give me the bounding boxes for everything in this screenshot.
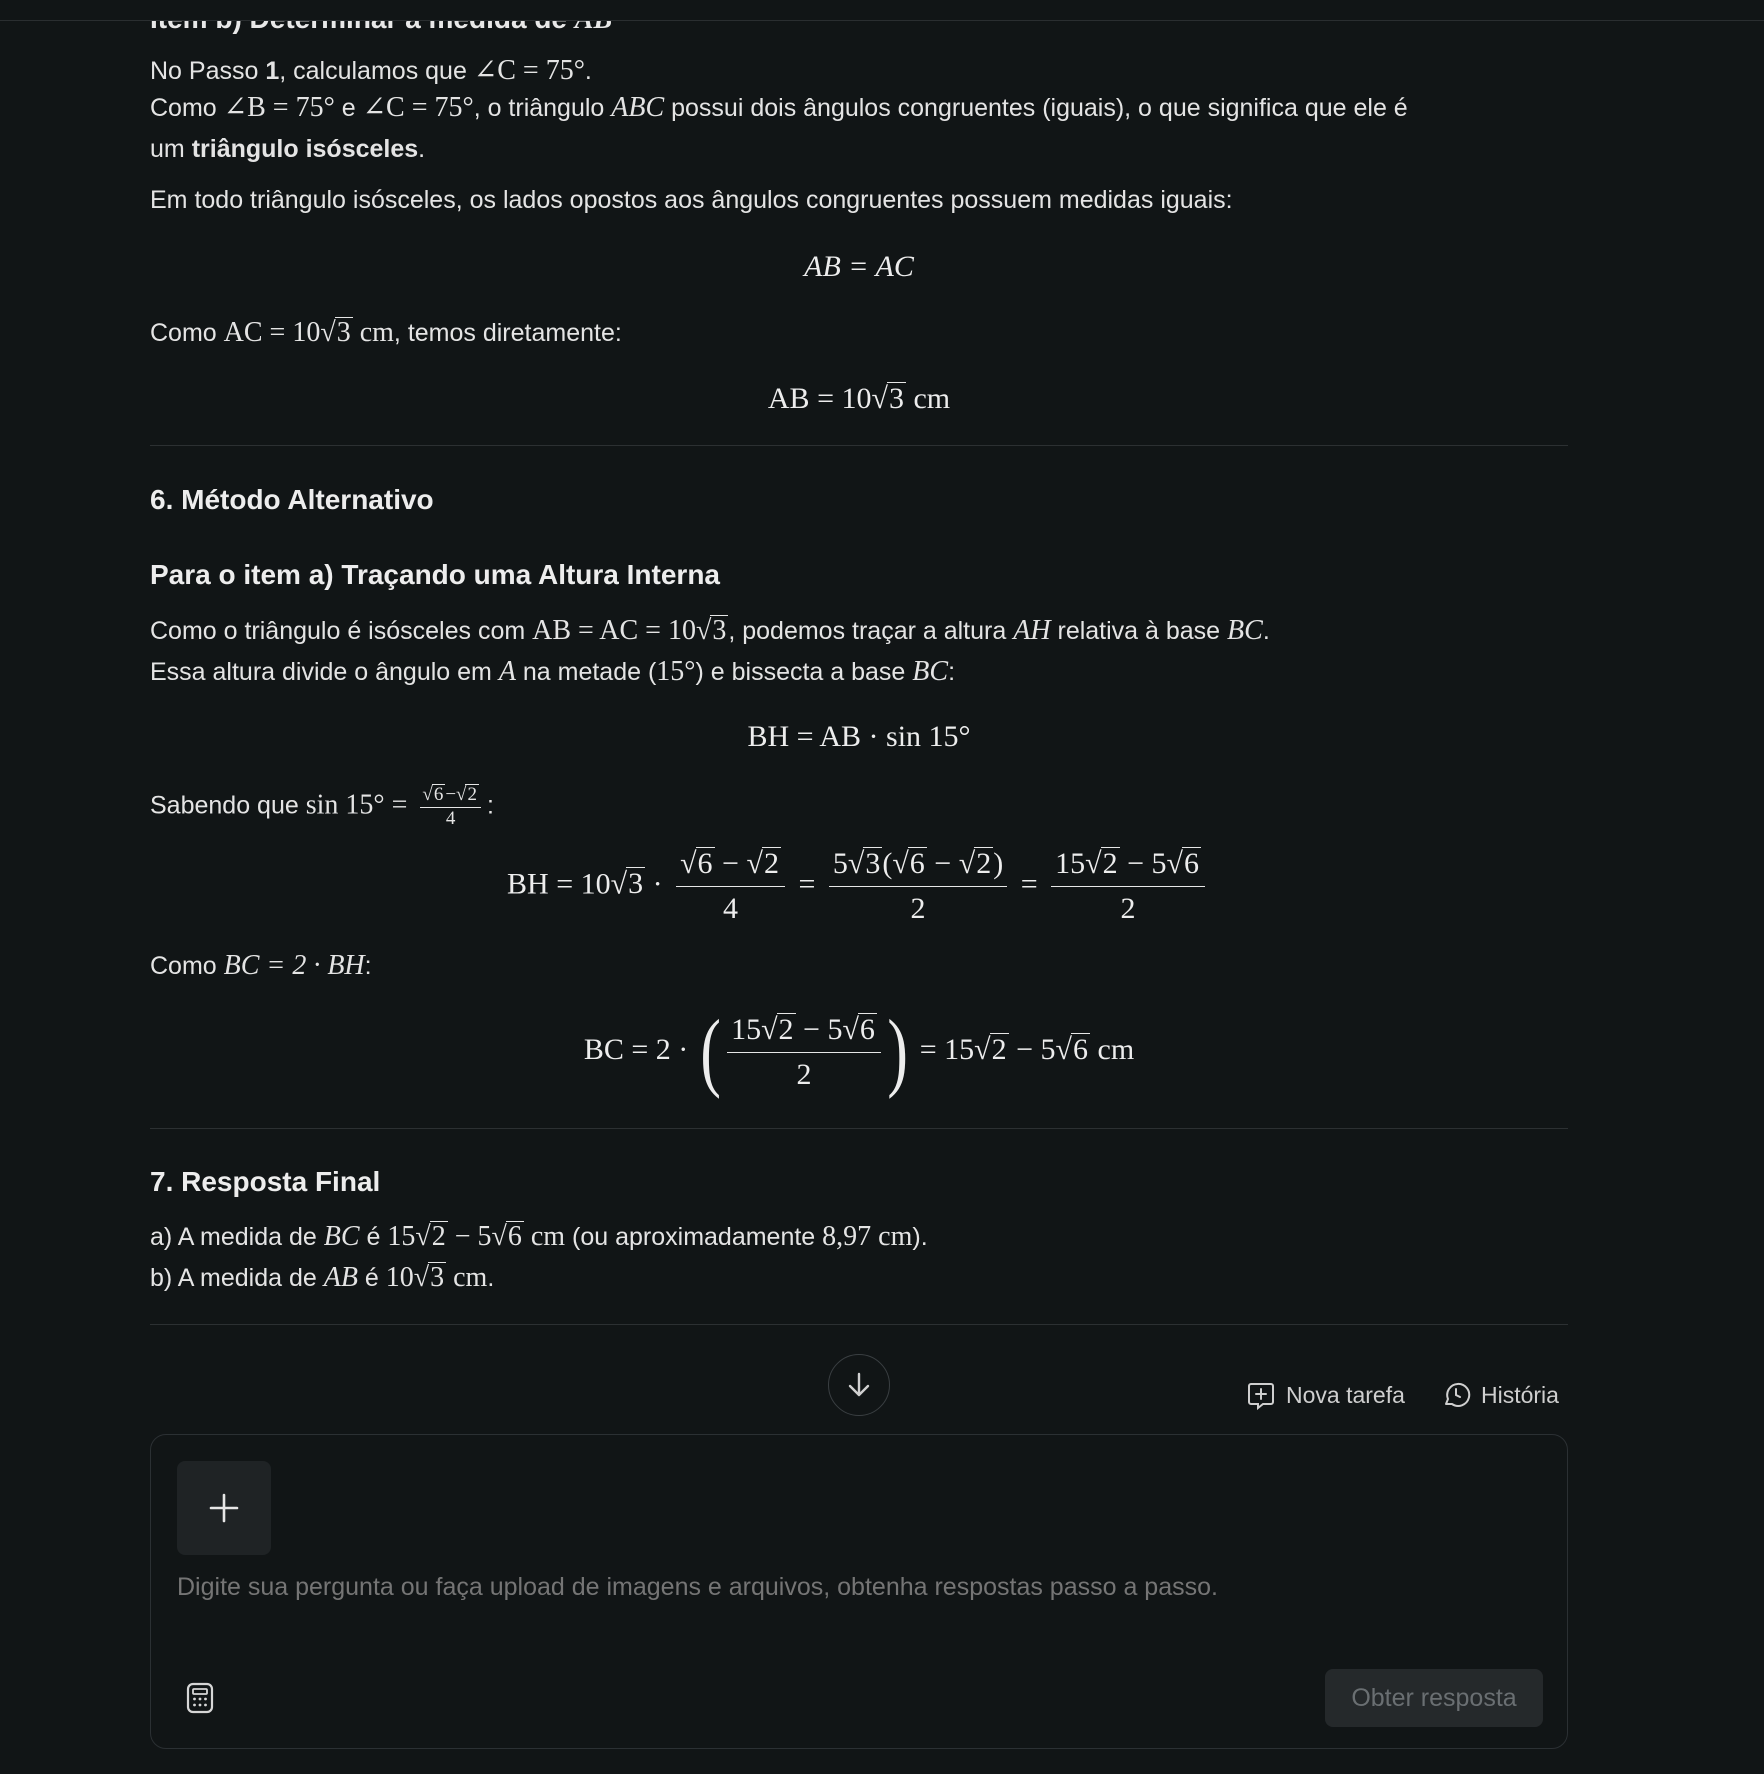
equation-bh: BH = AB · sin 15° <box>747 720 971 753</box>
answer-a: a) A medida de BC é 15√2 − 5√6 cm (ou aproximadamente 8,97 cm). <box>150 1221 928 1252</box>
history-button[interactable] <box>1441 1380 1559 1410</box>
plus-square-icon <box>1246 1380 1276 1410</box>
top-bar <box>0 0 1764 21</box>
divider <box>150 1324 1568 1325</box>
heading-resposta-final: 7. Resposta Final <box>150 1166 381 1197</box>
question-input[interactable] <box>177 1573 1537 1602</box>
divider <box>150 1128 1568 1129</box>
new-task-label: Nova tarefa <box>1286 1381 1405 1408</box>
plus-icon <box>208 1492 240 1524</box>
paragraph-ac-value: Como AC = 10√3 cm, temos diretamente: <box>150 317 622 348</box>
paragraph-isosceles: Como ∠B = 75° e ∠C = 75°, o triângulo ABC possui dois ângulos congruentes (iguais), o que significa que ele é um triângulo isósceles. <box>150 92 1408 163</box>
scroll-down-button[interactable] <box>828 1354 890 1416</box>
equation-bc-computed: BC = 2 · ( $\frac{15√2 - 5√6}{2}$ ) = 15√2 − 5√6 cm <box>583 1003 1135 1100</box>
composer <box>150 1434 1568 1749</box>
calculator-button[interactable] <box>185 1681 215 1715</box>
history-label: História <box>1481 1381 1559 1408</box>
submit-button[interactable]: Obter resposta <box>1325 1669 1543 1727</box>
paragraph-sin15: Sabendo que sin 15° = $\frac{√6 -√2}{4}$ : <box>150 784 494 829</box>
arrow-down-icon <box>847 1372 871 1398</box>
heading-metodo-alternativo: 6. Método Alternativo <box>150 484 434 515</box>
paragraph-step1-reference: No Passo 1, calculamos que ∠C = 75°. <box>150 55 592 86</box>
answer-content <box>150 0 1568 1372</box>
subheading-altura-interna: Para o item a) Traçando uma Altura Interna <box>150 559 721 590</box>
equation-bh-computed: BH = 10√3 · $\frac{√6 - √2}{4}$ = $\frac{5√3(√6 - √2)}{2}$ = $\frac{15√2 - 5√6}{2}$ <box>150 846 1568 927</box>
paragraph-bissecta: Essa altura divide o ângulo em A na metade (15°) e bissecta a base BC: <box>150 656 956 687</box>
attach-button[interactable] <box>177 1461 271 1555</box>
equation-ab-value: AB = 10√3 cm <box>767 382 951 415</box>
answer-b: b) A medida de AB é 10√3 cm. <box>150 1262 495 1293</box>
divider <box>150 445 1568 446</box>
clock-icon <box>1441 1380 1471 1410</box>
paragraph-bc-2bh: Como BC = 2 · BH: <box>150 950 372 981</box>
new-task-button[interactable] <box>1246 1380 1405 1410</box>
paragraph-isosceles-property: Em todo triângulo isósceles, os lados opostos aos ângulos congruentes possuem medidas iguais: <box>150 186 1233 214</box>
calculator-icon <box>186 1682 214 1714</box>
equation-ab-ac: AB = AC <box>804 250 914 283</box>
paragraph-altura: Como o triângulo é isósceles com AB = AC = 10√3, podemos traçar a altura AH relativa à base BC. <box>150 615 1270 646</box>
